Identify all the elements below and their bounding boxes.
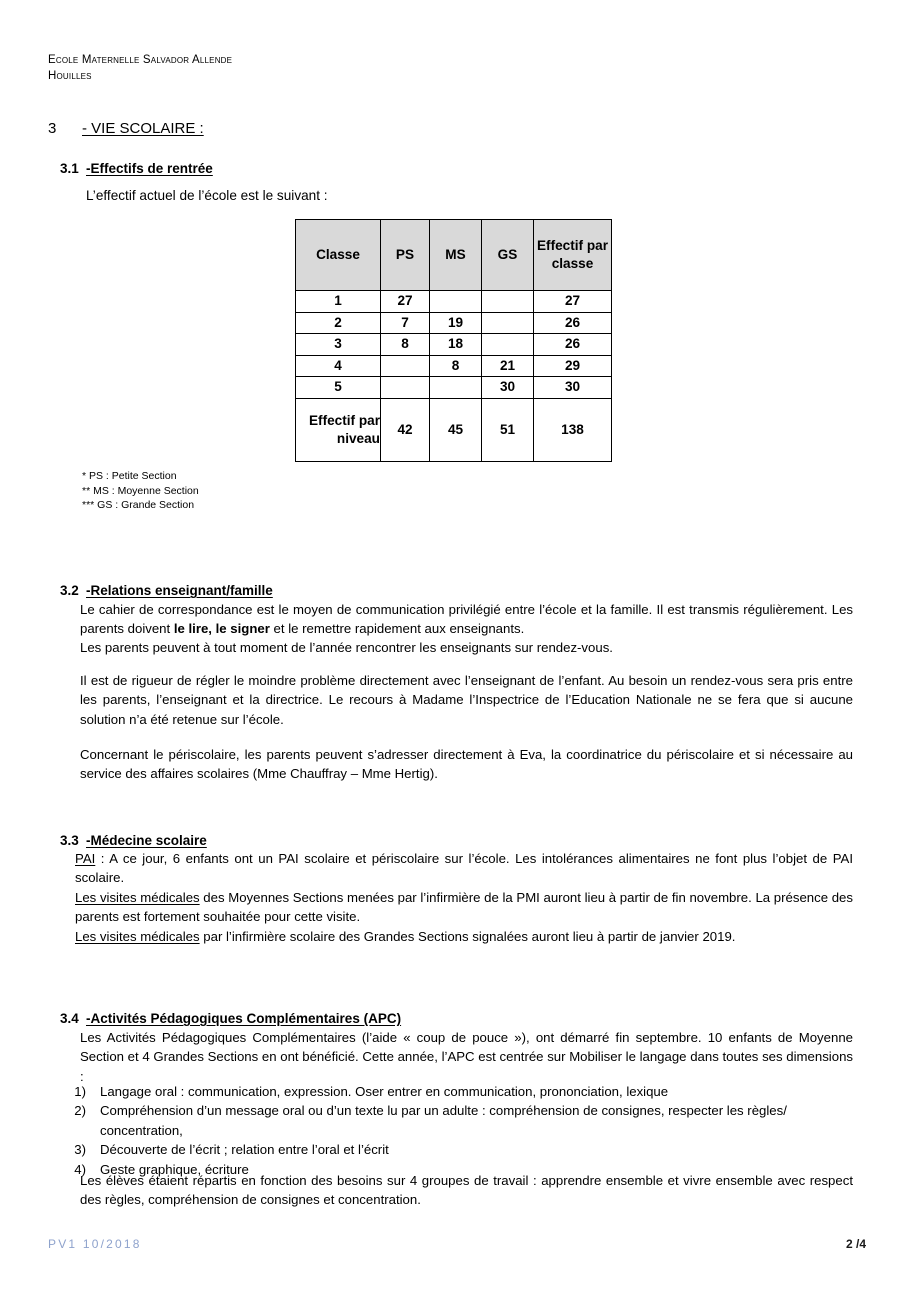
effectifs-table [295, 219, 612, 462]
p1-part-a: Le cahier de correspondance est le moyen de communication privilégié entre l’école et la famille. Il est transmis régulièrement. Les parents doivent [80, 602, 853, 637]
section-3-3-paragraph-visites-ms [75, 888, 853, 927]
cell-gs: 30 [482, 377, 534, 399]
table-row [296, 377, 612, 399]
section-3-2-paragraph-2: Les parents peuvent à tout moment de l’année rencontrer les enseignants sur rendez-vous. [80, 640, 613, 655]
cell-ps [381, 355, 430, 377]
heading-section-3-2 [60, 582, 273, 599]
column-header-classe: Classe [296, 220, 381, 291]
heading-section-3-4 [60, 1010, 401, 1027]
list-item-marker: 4) [74, 1161, 86, 1177]
visites-medicales-underlined-label-1: Les visites médicales [75, 890, 200, 905]
cell-total-label: Effectif par niveau [296, 398, 381, 461]
list-item-text: Découverte de l’écrit ; relation entre l’oral et l’écrit [100, 1142, 389, 1158]
cell-ms [430, 377, 482, 399]
list-item-marker: 1) [74, 1084, 86, 1099]
heading-section-3-1 [60, 160, 213, 177]
list-item [60, 1101, 853, 1140]
table-row [296, 334, 612, 356]
section-3-4-paragraph-2: Les élèves étaient répartis en fonction des besoins sur 4 groupes de travail : apprendre ensemble et vivre ensemble avec respect des règles, compréhension de consignes et concentration. [80, 1173, 853, 1208]
footer-page-number: 2 /4 [845, 1237, 866, 1251]
visites-medicales-underlined-label-2: Les visites médicales [75, 929, 200, 944]
table-footnotes [82, 469, 199, 513]
section-3-2-paragraph-4: Concernant le périscolaire, les parents peuvent s’adresser directement à Eva, la coordinatrice du périscolaire et si nécessaire au service des affaires scolaires (Mme Chauffray – Mme Hertig). [80, 747, 853, 782]
list-item-marker: 3) [74, 1142, 86, 1158]
list-item-text: Geste graphique, écriture [100, 1161, 249, 1177]
heading-section-3-title: - VIE SCOLAIRE : [82, 120, 204, 137]
heading-section-3-3 [60, 832, 207, 849]
effectifs-table-wrapper [295, 219, 612, 462]
cell-classe: 3 [296, 334, 381, 356]
table-total-row [296, 398, 612, 461]
cell-gs [482, 312, 534, 334]
visites-gs-text: par l’infirmière scolaire des Grandes Sections signalées auront lieu à partir de janvier 2019. [199, 929, 736, 944]
pai-underlined-label: PAI [75, 851, 96, 866]
cell-gs [482, 334, 534, 356]
table-row [296, 291, 612, 313]
list-item-text: Compréhension d’un message oral ou d’un texte lu par un adulte : compréhension de consignes, respecter les règles/ concentration, [100, 1103, 787, 1138]
cell-classe: 1 [296, 291, 381, 313]
cell-total: 29 [534, 355, 612, 377]
p1-bold-phrase: le lire, le signer [173, 621, 270, 637]
list-item-marker: 2) [74, 1103, 86, 1119]
column-header-effectif-par-classe: Effectif par classe [534, 220, 612, 291]
school-city: Houilles [48, 69, 92, 82]
footnote-ms: ** MS : Moyenne Section [82, 484, 199, 497]
footnote-ps: * PS : Petite Section [82, 470, 177, 482]
p1-part-b: et le remettre rapidement aux enseignants. [269, 621, 525, 637]
list-item [60, 1082, 853, 1101]
cell-ms: 19 [430, 312, 482, 334]
section-3-3-paragraph-visites-gs [75, 927, 853, 946]
heading-section-3-3-number: 3.3 [60, 833, 79, 848]
section-3-3-paragraph-pai [75, 849, 853, 888]
cell-ps [381, 377, 430, 399]
cell-ps: 8 [381, 334, 430, 356]
table-row [296, 355, 612, 377]
section-3-2-paragraph-3: Il est de rigueur de régler le moindre problème directement avec l’enseignant de l’enfant. Au besoin un rendez-vous sera pris entre les parents, l’enseignant et la directrice. Le recours à Madame l’Inspectrice de l’Education Nationale ne se fera que si aucune solution n’a été retenue sur l’école. [80, 673, 853, 727]
column-header-ms: MS [430, 220, 482, 291]
heading-section-3-3-title: -Médecine scolaire [86, 833, 207, 848]
heading-section-3-number: 3 [48, 120, 57, 137]
pai-text: : A ce jour, 6 enfants ont un PAI scolaire et périscolaire sur l’école. Les intolérances alimentaires ne font plus l’objet de PAI scolaire. [75, 851, 853, 886]
cell-ms [430, 291, 482, 313]
cell-classe: 5 [296, 377, 381, 399]
cell-total-ms: 45 [430, 398, 482, 461]
heading-section-3-1-title: -Effectifs de rentrée [86, 161, 213, 176]
column-header-ps: PS [381, 220, 430, 291]
column-header-gs: GS [482, 220, 534, 291]
cell-total-gs: 51 [482, 398, 534, 461]
cell-total-ps: 42 [381, 398, 430, 461]
section-3-4-paragraph-1: Les Activités Pédagogiques Complémentaires (l’aide « coup de pouce »), ont démarré fin septembre. 10 enfants de Moyenne Section et 4 Grandes Sections en ont bénéficié. Cette année, l’APC est centrée sur Mobiliser le langage dans toutes ses dimensions : [80, 1030, 853, 1084]
visites-ms-text: des Moyennes Sections menées par l’infirmière de la PMI auront lieu à partir de fin novembre. La présence des parents est fortement souhaitée pour cette visite. [75, 890, 853, 925]
heading-section-3-4-title: -Activités Pédagogiques Complémentaires (APC) [86, 1011, 402, 1026]
cell-classe: 4 [296, 355, 381, 377]
heading-section-3-2-number: 3.2 [60, 583, 79, 598]
cell-gs [482, 291, 534, 313]
cell-total: 26 [534, 334, 612, 356]
cell-ms: 8 [430, 355, 482, 377]
heading-section-3 [48, 119, 204, 138]
apc-objectives-list [60, 1082, 853, 1179]
effectifs-lead-text: L’effectif actuel de l’école est le suivant : [86, 188, 328, 203]
cell-ps: 27 [381, 291, 430, 313]
list-item-text: Langage oral : communication, expression. Oser entrer en communication, prononciation, lexique [100, 1084, 669, 1099]
cell-grand-total: 138 [534, 398, 612, 461]
document-header [48, 53, 232, 84]
footer-document-reference: PV1 10/2018 [48, 1237, 142, 1251]
heading-section-3-4-number: 3.4 [60, 1011, 79, 1026]
cell-total: 27 [534, 291, 612, 313]
school-name: Ecole Maternelle Salvador Allende [48, 54, 233, 66]
footnote-gs: *** GS : Grande Section [82, 499, 195, 512]
table-row [296, 312, 612, 334]
heading-section-3-2-title: -Relations enseignant/famille [86, 583, 273, 598]
cell-gs: 21 [482, 355, 534, 377]
section-3-2-paragraph-1 [80, 600, 853, 639]
cell-ps: 7 [381, 312, 430, 334]
cell-total: 26 [534, 312, 612, 334]
cell-ms: 18 [430, 334, 482, 356]
cell-total: 30 [534, 377, 612, 399]
cell-classe: 2 [296, 312, 381, 334]
list-item [60, 1140, 853, 1159]
table-header-row [296, 220, 612, 291]
heading-section-3-1-number: 3.1 [60, 161, 79, 176]
